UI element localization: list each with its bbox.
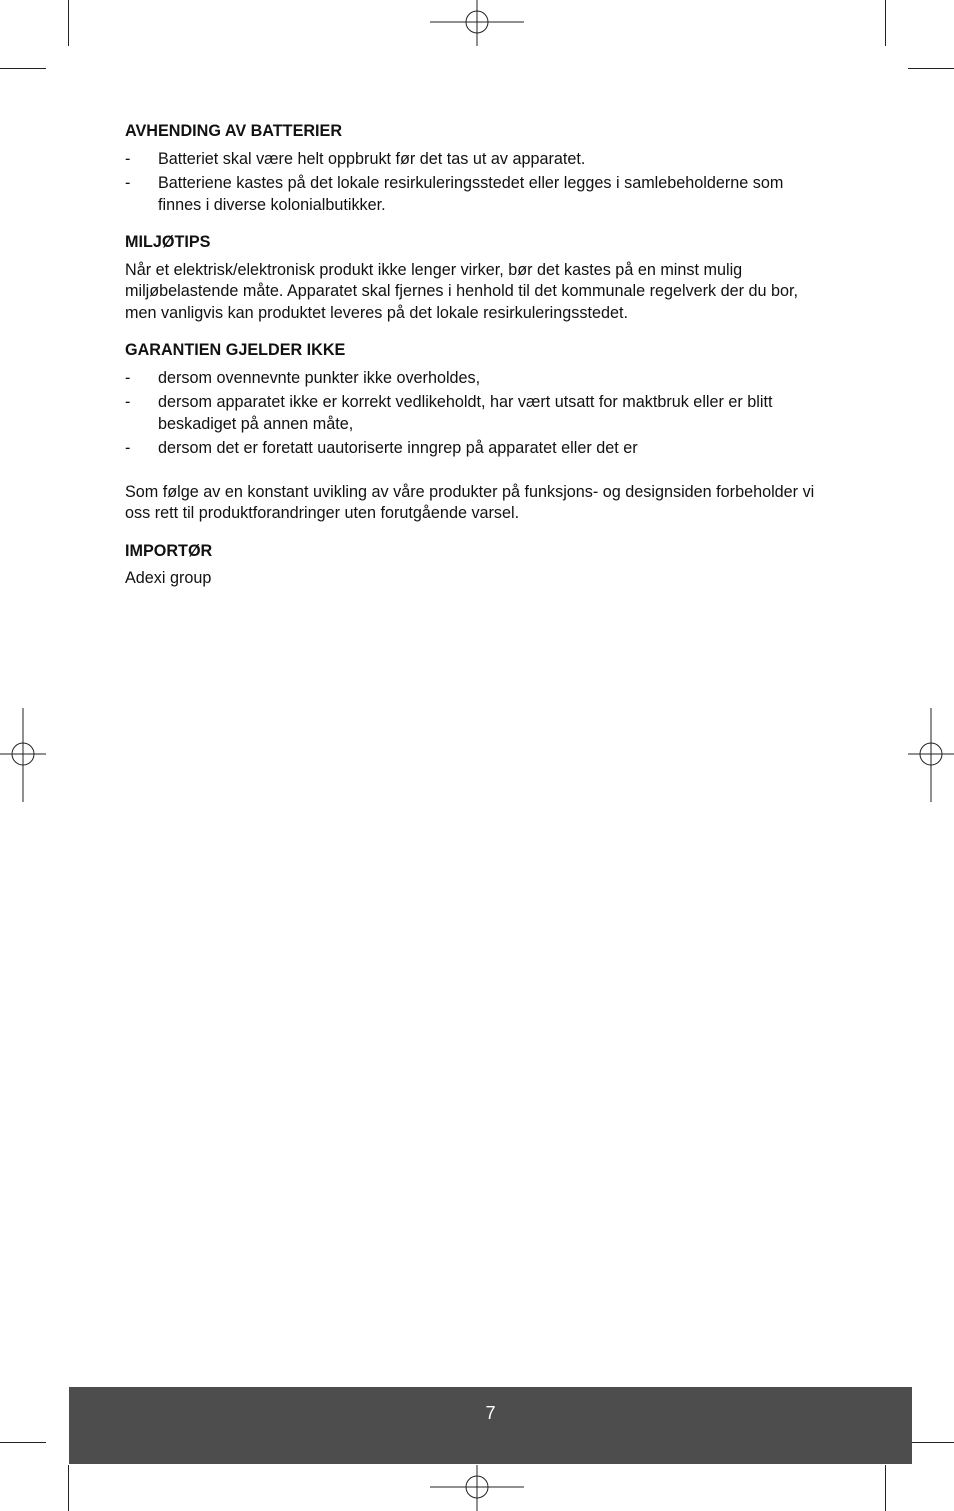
crop-mark [908, 68, 954, 69]
crop-mark [68, 0, 69, 46]
registration-mark-icon [430, 1465, 524, 1511]
list-item [125, 392, 825, 435]
section-warranty-exclusions [125, 340, 825, 460]
list-item-text: Batteriet skal være helt oppbrukt før det tas ut av apparatet. [158, 149, 586, 168]
list-item [125, 173, 825, 216]
list-item [125, 438, 825, 460]
page-number: 7 [485, 1403, 496, 1423]
crop-mark [0, 68, 46, 69]
registration-mark-icon [430, 0, 524, 46]
list-item-text: dersom apparatet ikke er korrekt vedlikeholdt, har vært utsatt for maktbruk eller er blitt beskadiget på annen måte, [158, 393, 773, 433]
section-heading: MILJØTIPS [125, 233, 211, 251]
section-battery-disposal [125, 121, 825, 216]
list-item [125, 149, 825, 171]
document-body [125, 121, 825, 590]
bullet-list [125, 149, 825, 217]
list-marker: - [125, 439, 131, 457]
registration-mark-icon [0, 708, 46, 802]
list-item-text: dersom det er foretatt uautoriserte inngrep på apparatet eller det er [158, 439, 638, 457]
crop-mark [68, 1465, 69, 1511]
section-heading: IMPORTØR [125, 541, 213, 560]
list-marker: - [125, 174, 131, 192]
section-heading: GARANTIEN GJELDER IKKE [125, 341, 346, 359]
list-item-text: Batteriene kastes på det lokale resirkuleringsstedet eller legges i samlebeholderne som finnes i diverse kolonialbutikker. [158, 174, 784, 214]
crop-mark [885, 1465, 886, 1511]
footer-band [69, 1387, 912, 1464]
crop-mark [0, 1442, 46, 1443]
list-marker: - [125, 368, 131, 387]
section-product-changes [125, 482, 825, 525]
section-heading: AVHENDING AV BATTERIER [125, 122, 343, 140]
list-item-text: dersom ovennevnte punkter ikke overholdes, [158, 368, 481, 387]
section-paragraph: Som følge av en konstant uvikling av våre produkter på funksjons- og designsiden forbeholder vi oss rett til produktforandringer uten forutgående varsel. [125, 482, 815, 522]
list-marker: - [125, 149, 131, 168]
list-item [125, 368, 825, 390]
crop-mark [885, 0, 886, 46]
crop-mark [908, 1442, 954, 1443]
bullet-list [125, 368, 825, 460]
list-marker: - [125, 393, 131, 411]
section-environment-tips [125, 232, 825, 324]
importer-name: Adexi group [125, 569, 212, 587]
section-paragraph: Når et elektrisk/elektronisk produkt ikke lenger virker, bør det kastes på en minst mulig miljøbelastende måte. Apparatet skal fjernes i henhold til det kommunale regelverk der du bor, men vanligvis kan produktet leveres på det lokale resirkuleringsstedet. [125, 260, 799, 322]
section-importer [125, 541, 825, 590]
registration-mark-icon [908, 708, 954, 802]
